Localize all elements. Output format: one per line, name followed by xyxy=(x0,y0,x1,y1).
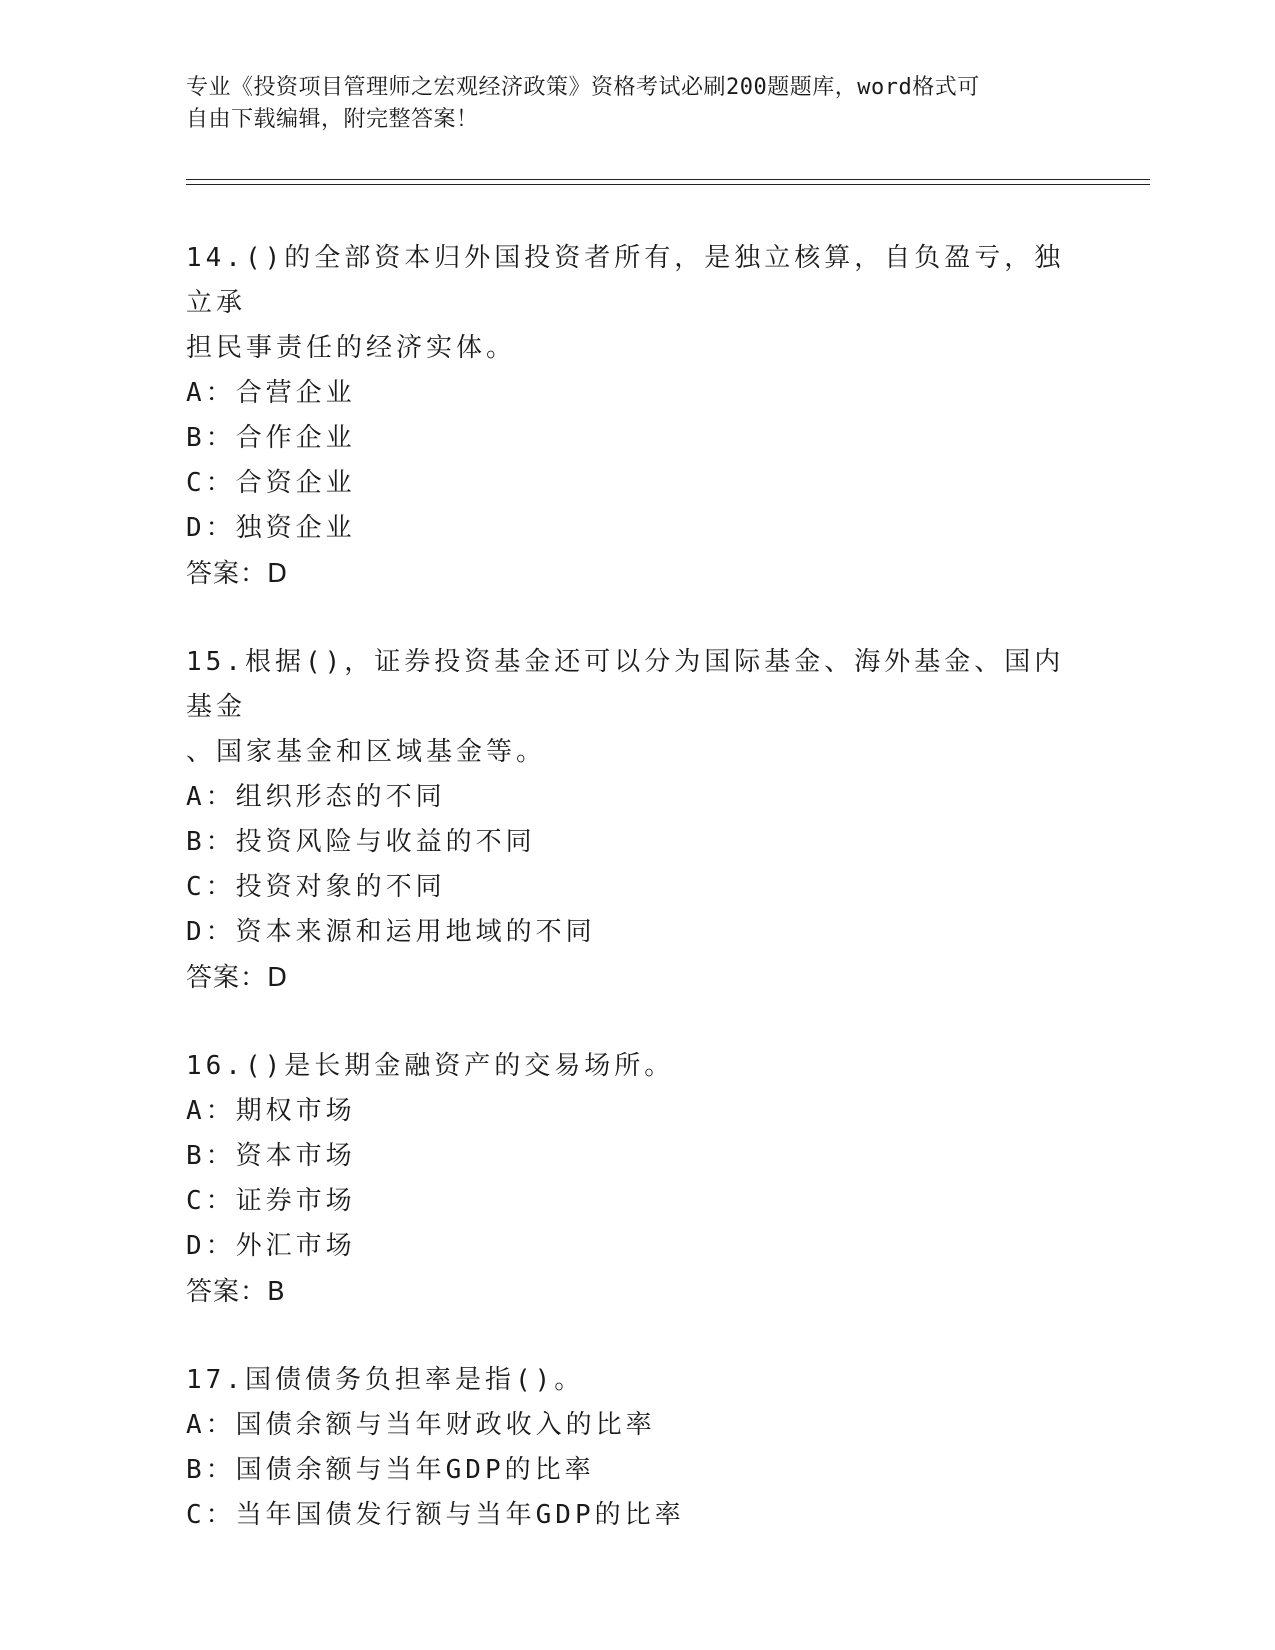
question-stem xyxy=(186,1358,1086,1403)
header-line-2: 自由下载编辑，附完整答案！ xyxy=(186,107,479,132)
question-stem-line: 16.()是长期金融资产的交易场所。 xyxy=(186,1051,675,1081)
question-stem xyxy=(186,236,1086,371)
question-stem-line: 、国家基金和区域基金等。 xyxy=(186,737,547,767)
question-list xyxy=(186,236,1086,1581)
option-b: B：合作企业 xyxy=(186,423,356,453)
question-17 xyxy=(186,1358,1086,1538)
question-stem-line: 17.国债债务负担率是指()。 xyxy=(186,1365,585,1395)
option-c: C：当年国债发行额与当年GDP的比率 xyxy=(186,1500,685,1530)
question-14 xyxy=(186,236,1086,597)
question-stem-line: 15.根据()，证券投资基金还可以分为国际基金、海外基金、国内基金 xyxy=(186,647,1065,722)
question-stem-line: 担民事责任的经济实体。 xyxy=(186,333,517,363)
answer: 答案：D xyxy=(186,559,289,589)
option-b: B：国债余额与当年GDP的比率 xyxy=(186,1455,595,1485)
option-c: C：合资企业 xyxy=(186,468,356,498)
option-c: C：投资对象的不同 xyxy=(186,872,446,902)
question-stem-line: 14.()的全部资本归外国投资者所有，是独立核算，自负盈亏，独立承 xyxy=(186,243,1065,318)
header-divider-top xyxy=(186,179,1150,180)
question-15 xyxy=(186,640,1086,1001)
option-c: C：证券市场 xyxy=(186,1186,356,1216)
document-header xyxy=(186,72,1066,136)
header-divider-bottom xyxy=(186,184,1150,185)
header-line-1: 专业《投资项目管理师之宏观经济政策》资格考试必刷200题题库，word格式可 xyxy=(186,75,980,100)
option-a: A：国债余额与当年财政收入的比率 xyxy=(186,1410,656,1440)
option-d: D：外汇市场 xyxy=(186,1231,356,1261)
option-b: B：资本市场 xyxy=(186,1141,356,1171)
question-16 xyxy=(186,1044,1086,1315)
option-a: A：合营企业 xyxy=(186,378,356,408)
question-stem xyxy=(186,640,1086,775)
option-a: A：期权市场 xyxy=(186,1096,356,1126)
answer: 答案：D xyxy=(186,963,289,993)
option-a: A：组织形态的不同 xyxy=(186,782,446,812)
option-b: B：投资风险与收益的不同 xyxy=(186,827,536,857)
question-stem xyxy=(186,1044,1086,1089)
answer: 答案：B xyxy=(186,1277,286,1307)
option-d: D：独资企业 xyxy=(186,513,356,543)
option-d: D：资本来源和运用地域的不同 xyxy=(186,917,596,947)
